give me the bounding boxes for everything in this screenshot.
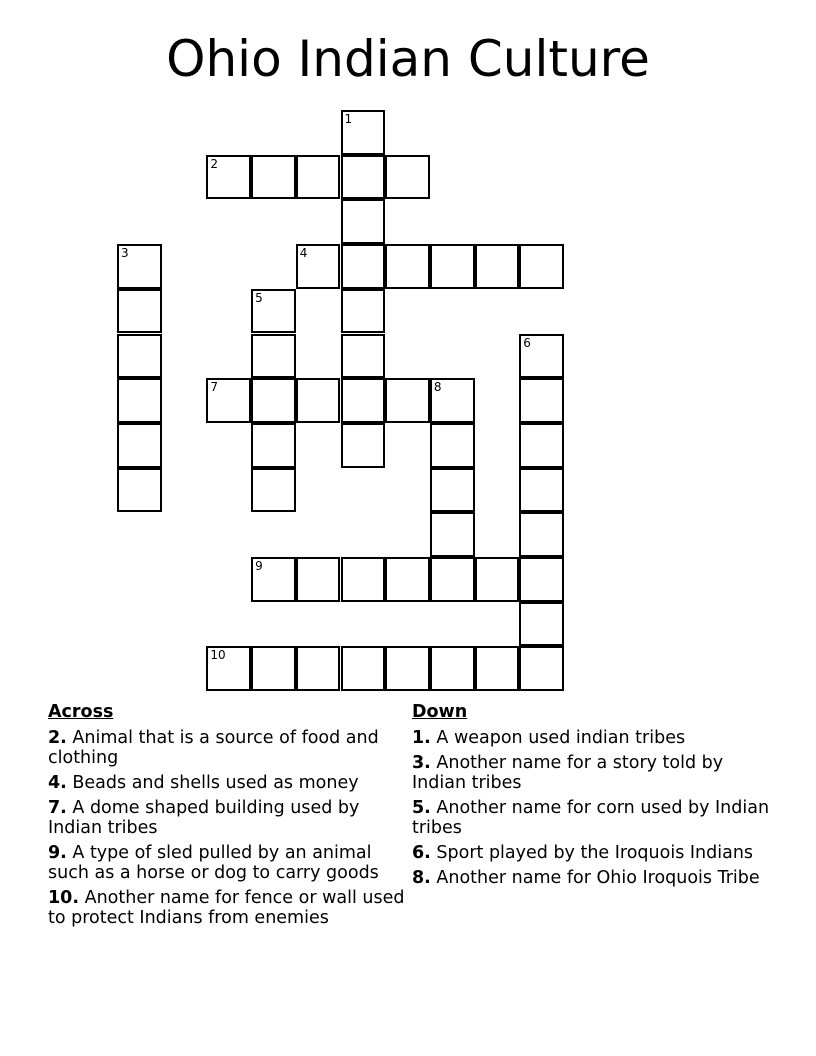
grid-cell[interactable] [251, 334, 296, 379]
grid-cell[interactable] [251, 423, 296, 468]
grid-cell[interactable] [296, 557, 341, 602]
grid-cell[interactable] [475, 244, 520, 289]
clue-down-6 [412, 843, 772, 863]
grid-cell[interactable] [385, 646, 430, 691]
clue-across-4 [48, 773, 408, 793]
clue-text: A type of sled pulled by an animal such as a horse or dog to carry goods [48, 843, 379, 883]
grid-cell[interactable] [519, 512, 564, 557]
cell-number: 7 [210, 380, 219, 395]
grid-cell[interactable] [251, 646, 296, 691]
grid-cell[interactable] [385, 244, 430, 289]
grid-cell[interactable] [341, 646, 386, 691]
grid-cell[interactable] [430, 646, 475, 691]
cell-number: 1 [344, 112, 353, 126]
grid-cell[interactable] [519, 468, 564, 513]
grid-cell[interactable] [296, 646, 341, 691]
cell-number: 8 [433, 380, 442, 395]
clue-across-9 [48, 843, 408, 883]
clue-number: 9. [48, 843, 67, 863]
clue-down-8 [412, 868, 772, 888]
clue-text: A weapon used indian tribes [436, 728, 686, 748]
clue-text: Beads and shells used as money [72, 773, 359, 793]
grid-cell[interactable] [117, 289, 162, 334]
grid-cell[interactable] [385, 378, 430, 423]
grid-cell[interactable] [385, 155, 430, 200]
clue-number: 6. [412, 843, 431, 863]
clue-number: 4. [48, 773, 67, 793]
clue-text: Another name for fence or wall used to protect Indians from enemies [48, 888, 405, 928]
grid-cell[interactable] [475, 646, 520, 691]
grid-cell[interactable] [206, 646, 251, 691]
cell-number: 6 [523, 335, 531, 350]
grid-cell[interactable] [519, 244, 564, 289]
clue-number: 1. [412, 728, 431, 748]
grid-cell[interactable] [117, 468, 162, 513]
grid-cell[interactable] [341, 289, 386, 334]
cell-number: 3 [121, 246, 129, 261]
grid-cell[interactable] [519, 557, 564, 602]
grid-cell[interactable] [296, 244, 341, 289]
clue-number: 10. [48, 888, 80, 908]
grid-cell[interactable] [341, 244, 386, 289]
clue-text: Animal that is a source of food and clothing [48, 728, 379, 768]
grid-cell[interactable] [251, 468, 296, 513]
grid-cell[interactable] [519, 378, 564, 423]
grid-cell[interactable] [296, 378, 341, 423]
clue-number: 5. [412, 798, 431, 818]
cell-number: 5 [255, 290, 263, 305]
grid-cell[interactable] [341, 110, 386, 155]
grid-cell[interactable] [117, 334, 162, 379]
grid-cell[interactable] [519, 423, 564, 468]
grid-cell[interactable] [206, 155, 251, 200]
grid-cell[interactable] [430, 244, 475, 289]
grid-cell[interactable] [519, 334, 564, 379]
grid-cell[interactable] [296, 155, 341, 200]
clue-across-2 [48, 728, 408, 768]
grid-cell[interactable] [385, 557, 430, 602]
clue-across-7 [48, 798, 408, 838]
grid-cell[interactable] [251, 289, 296, 334]
grid-cell[interactable] [341, 334, 386, 379]
clue-text: Another name for Ohio Iroquois Tribe [436, 868, 760, 888]
grid-cell[interactable] [117, 423, 162, 468]
grid-cell[interactable] [519, 602, 564, 647]
page-title: Ohio Indian Culture [166, 30, 650, 88]
grid-cell[interactable] [117, 378, 162, 423]
grid-cell[interactable] [341, 557, 386, 602]
grid-cell[interactable] [206, 378, 251, 423]
grid-cell[interactable] [430, 423, 475, 468]
across-clues [48, 702, 408, 933]
clue-number: 3. [412, 753, 431, 773]
clue-text: Another name for a story told by Indian tribes [412, 753, 724, 793]
grid-cell[interactable] [475, 557, 520, 602]
clue-across-10 [48, 888, 408, 928]
grid-cell[interactable] [341, 199, 386, 244]
cell-number: 4 [299, 246, 308, 261]
clue-number: 7. [48, 798, 67, 818]
grid-cell[interactable] [251, 378, 296, 423]
cell-number: 2 [210, 156, 219, 171]
grid-cell[interactable] [341, 378, 386, 423]
across-heading: Across [48, 702, 114, 722]
clue-number: 2. [48, 728, 67, 748]
grid-cell[interactable] [430, 512, 475, 557]
clue-text: Another name for corn used by Indian tribes [412, 798, 770, 838]
grid-cell[interactable] [251, 557, 296, 602]
grid-cell[interactable] [117, 244, 162, 289]
clue-number: 8. [412, 868, 431, 888]
grid-cell[interactable] [430, 468, 475, 513]
cell-number: 9 [255, 559, 263, 573]
down-heading: Down [412, 702, 468, 722]
clue-down-1 [412, 728, 772, 748]
clue-text: Sport played by the Iroquois Indians [436, 843, 754, 863]
down-clues [412, 702, 772, 893]
grid-cell[interactable] [519, 646, 564, 691]
grid-cell[interactable] [251, 155, 296, 200]
clue-text: A dome shaped building used by Indian tribes [48, 798, 360, 838]
clue-down-3 [412, 753, 772, 793]
grid-cell[interactable] [430, 378, 475, 423]
cell-number: 10 [210, 648, 226, 663]
grid-cell[interactable] [341, 155, 386, 200]
grid-cell[interactable] [341, 423, 386, 468]
clue-down-5 [412, 798, 772, 838]
grid-cell[interactable] [430, 557, 475, 602]
